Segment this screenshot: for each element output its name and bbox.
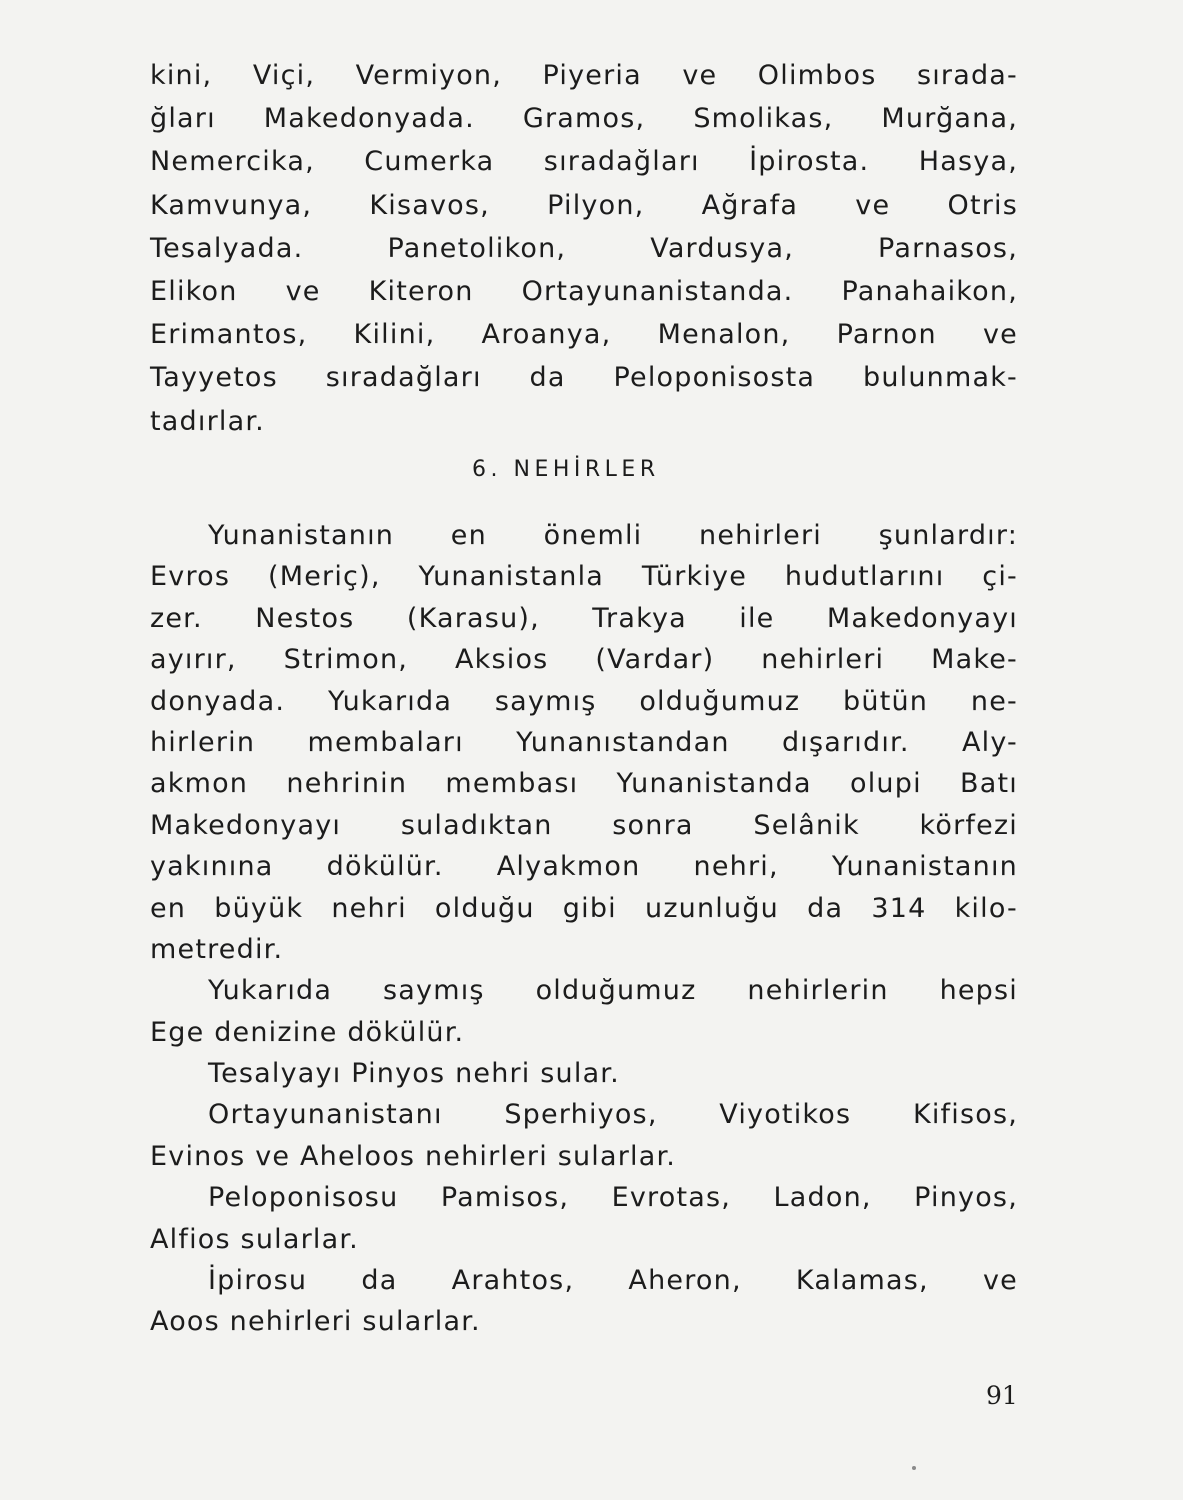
text-line: Kamvunya, Kisavos, Pilyon, Ağrafa ve Otris — [150, 189, 1018, 221]
text-line: akmon nehrinin membası Yunanistanda olupi Batı — [150, 768, 1018, 800]
page-number: 91 — [986, 1381, 1018, 1410]
text-line: Makedonyayı suladıktan sonra Selânik körfezi — [150, 809, 1018, 841]
text-line: en büyük nehri olduğu gibi uzunluğu da 314 kilo- — [150, 892, 1018, 924]
text-line: yakınına dökülür. Alyakmon nehri, Yunanistanın — [150, 851, 1018, 883]
text-line: Alfios sularlar. — [150, 1223, 359, 1255]
text-line: İpirosu da Arahtos, Aheron, Kalamas, ve — [208, 1265, 1018, 1297]
text-line: metredir. — [150, 933, 284, 965]
paragraph-mountains — [150, 54, 1018, 443]
text-line: tadırlar. — [150, 405, 265, 437]
text-line: donyada. Yukarıda saymış olduğumuz bütün ne- — [150, 685, 1018, 717]
text-line: Peloponisosu Pamisos, Evrotas, Ladon, Pinyos, — [208, 1182, 1018, 1214]
text-line: Tesalyayı Pinyos nehri sular. — [208, 1058, 620, 1090]
text-line: hirlerin membaları Yunanıstandan dışarıdır. Aly- — [150, 726, 1018, 758]
text-line: Evros (Meriç), Yunanistanla Türkiye hudutlarını çi- — [150, 561, 1018, 593]
text-line: Ege denizine dökülür. — [150, 1016, 465, 1048]
section-heading: 6. NEHİRLER — [472, 457, 660, 482]
text-line: Aoos nehirleri sularlar. — [150, 1306, 481, 1338]
text-line: Tayyetos sıradağları da Peloponisosta bulunmak- — [150, 362, 1018, 394]
paragraph-rivers — [150, 515, 1018, 1343]
text-line: Ortayunanistanı Sperhiyos, Viyotikos Kifisos, — [208, 1099, 1018, 1131]
print-speck — [912, 1466, 916, 1470]
text-line: ğları Makedonyada. Gramos, Smolikas, Murğana, — [150, 103, 1018, 135]
text-line: zer. Nestos (Karasu), Trakya ile Makedonyayı — [150, 602, 1018, 634]
text-line: Tesalyada. Panetolikon, Vardusya, Parnasos, — [150, 232, 1018, 264]
text-line: Nemercika, Cumerka sıradağları İpirosta. Hasya, — [150, 146, 1018, 178]
text-line: kini, Viçi, Vermiyon, Piyeria ve Olimbos sırada- — [150, 60, 1018, 91]
text-line: Elikon ve Kiteron Ortayunanistanda. Panahaikon, — [150, 275, 1018, 307]
text-line: Yunanistanın en önemli nehirleri şunlardır: — [208, 520, 1018, 551]
text-line: Yukarıda saymış olduğumuz nehirlerin hepsi — [208, 975, 1018, 1007]
text-line: ayırır, Strimon, Aksios (Vardar) nehirleri Make- — [150, 644, 1018, 676]
text-line: Evinos ve Aheloos nehirleri sularlar. — [150, 1140, 677, 1172]
text-line: Erimantos, Kilini, Aroanya, Menalon, Parnon ve — [150, 319, 1018, 351]
